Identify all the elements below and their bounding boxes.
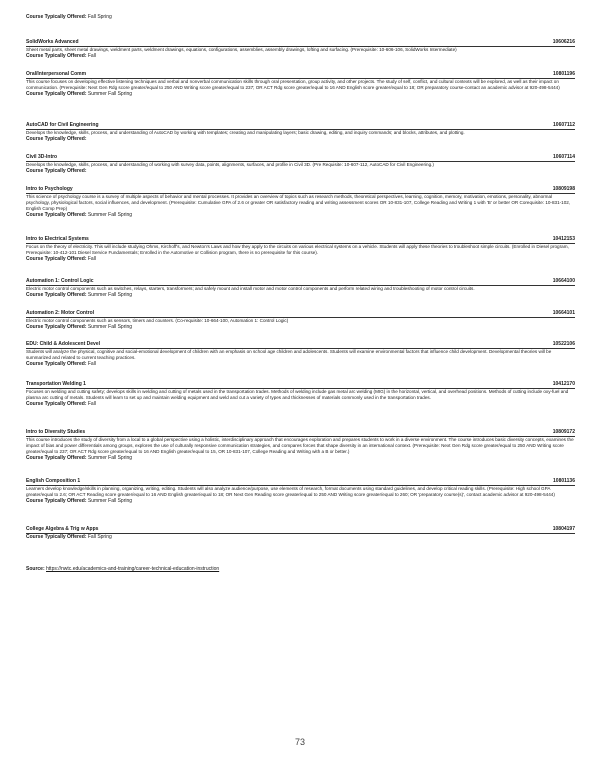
course-title: English Composition 1 xyxy=(26,478,81,484)
course-code: 10522106 xyxy=(552,341,575,347)
course-code: 10664101 xyxy=(552,310,575,316)
course-description: Learners develop knowledge/skills in planning, organizing, writing, editing. Students will also analyze audience/purpose, use elements of research, format documents using standard guidelines, and develop critical reading skills. (Prerequisite: High school GPA greater/equal to 2.6; OR ACT Reading score greater/equal to 16 AND English greater/equal to 18; OR Next Gen Reading score greater/equal to 250 AND Writing score greater/equal to 260; OR 'preparatory course(s)', contact academic advisor at 920-498-5444) xyxy=(26,486,555,498)
course-title: Automation 2: Motor Control xyxy=(26,310,95,316)
course-code: 10809198 xyxy=(552,186,575,192)
course-code: 10412153 xyxy=(552,236,575,242)
course-autocad-civil xyxy=(26,122,575,142)
course-code: 10801136 xyxy=(553,478,575,484)
course-automation-2 xyxy=(26,310,575,330)
course-description: Students will analyze the physical, cognitive and social-emotional development of children with an emphasis on school age children and adolescents. Students will examine environmental factors that influence child development. Developmental theories will be summarized and related to current teaching practices. xyxy=(26,349,552,361)
course-offered: Course Typically Offered: Summer Fall Spring xyxy=(26,212,133,219)
course-code: 10801196 xyxy=(553,71,575,77)
source-label: Source: xyxy=(26,566,45,572)
course-offered: Course Typically Offered: Fall xyxy=(26,256,96,263)
top-course-offered xyxy=(26,14,112,20)
offered-value: Fall Spring xyxy=(87,14,112,20)
course-title: SolidWorks Advanced xyxy=(26,39,79,45)
page-number: 73 xyxy=(294,737,305,747)
course-offered: Course Typically Offered: Fall xyxy=(26,53,96,60)
course-description: Develops the knowledge, skills, process, and understanding of working with survey data, points, alignments, surfaces, and profile in Civil 3D. (Pre Requisite: 10-607-112, AutoCAD for Civil Engineering.) xyxy=(26,162,434,167)
course-solidworks-advanced xyxy=(26,39,575,59)
course-offered: Course Typically Offered: Summer Fall Spring xyxy=(26,91,133,98)
course-code: 10664100 xyxy=(552,278,575,284)
course-offered: Course Typically Offered: Fall xyxy=(26,401,96,408)
course-code: 10606216 xyxy=(552,39,575,45)
course-description: This course focuses on developing effective listening techniques and verbal and nonverbal communication skills through oral presentation, group activity, and other projects. The study of self, conflict, and cultural contexts will be explored, as well as their impact on communication. (Prerequisite: Next Gen Rdg score greater/equal to 250 AND Writing score greater/equal to 237; OR ACT Rdg score greater/equal to 16 AND English score greater/equal to 18; OR preparatory course-contact an academic advisor at 920-498-5444) xyxy=(26,79,560,91)
course-offered: Course Typically Offered: Fall xyxy=(26,361,96,368)
course-description: This course introduces the study of diversity from a local to a global perspective using a holistic, interdisciplinary approach that encourages exploration and prepares students to work in a diverse environment. The course introduces basic diversity concepts, examines the impact of bias and power differentials among groups, explores the use of culturally responsive communication strategies, and compares forces that shape diversity in an international context. (Prerequisite: Next Gen Rdg score greater/equal to 250 AND Writing score greater/equal to 237; OR ACT Rdg score greater/equal to 16 AND English greater/equal to 15, OR 10-831-107, College Reading and Writing with a B or better.) xyxy=(26,437,574,455)
course-title: Oral/Interpersonal Comm xyxy=(26,71,87,77)
course-oral-interpersonal-comm xyxy=(26,71,575,97)
course-title: College Algebra & Trig w Apps xyxy=(26,526,99,532)
course-description: Sheet metal parts, sheet metal drawings, weldment parts, weldment drawings, equations, configurations, assemblies, assembly drawings, lofting and surfacing. (Prerequisite: 10-606-106, SolidWorks Intermediate) xyxy=(26,47,457,52)
course-offered: Course Typically Offered: Summer Fall Spring xyxy=(26,324,133,331)
course-title: Intro to Electrical Systems xyxy=(26,236,89,242)
course-title: EDU: Child & Adolescent Devel xyxy=(26,341,100,347)
course-code: 10607114 xyxy=(553,154,575,160)
course-title: AutoCAD for Civil Engineering xyxy=(26,122,99,128)
offered-label: Course Typically Offered: xyxy=(26,14,87,20)
source-link[interactable]: https://nwtc.edu/academics-and-training/career-technical-education-instruction xyxy=(46,566,220,572)
course-automation-1 xyxy=(26,278,575,298)
course-offered: Course Typically Offered: Fall Spring xyxy=(26,533,112,540)
course-title: Civil 3D-Intro xyxy=(26,154,58,160)
course-title: Automation 1: Control Logic xyxy=(26,278,94,284)
course-civil-3d-intro xyxy=(26,154,575,174)
course-offered: Course Typically Offered: Summer Fall Spring xyxy=(26,292,133,299)
course-description: Focus on the theory of electricity. This will include studying Ohms, Kirchoff's, and Newton's Laws and how they apply to the circuits on various electrical systems on a vehicle. Students will apply these theories to troubleshoot simple circuits. (Enrolled in Diesel program, Prerequisite: 10-412-101 Diesel Service Fundamentals; Enrolled in the Automotive or Collision program, there is no prerequisite for this course). xyxy=(26,244,569,256)
course-english-comp-1 xyxy=(26,478,575,504)
course-description: Electric motor control components such as sensors, timers and counters. (Co-requisite: 10-664-100, Automation 1: Control Logic) xyxy=(26,318,289,323)
course-intro-psychology xyxy=(26,186,575,218)
course-code: 10809172 xyxy=(552,429,575,435)
course-offered: Course Typically Offered: Summer Fall Spring xyxy=(26,498,133,505)
course-title: Transportation Welding 1 xyxy=(26,381,86,387)
course-description: Develops the knowledge, skills, process, and understanding of AutoCAD by working with templates; creating and manipulating layers; basic drawing, editing, and inquiry commands; and blocks, attributes, and plotting. xyxy=(26,130,465,135)
source-line xyxy=(26,566,219,572)
course-offered: Course Typically Offered: Summer Fall Spring xyxy=(26,455,133,462)
course-code: 10412170 xyxy=(552,381,575,387)
course-transportation-welding xyxy=(26,381,575,407)
course-code: 10607112 xyxy=(553,122,575,128)
course-description: Electric motor control components such as switches, relays, starters, transformers; and safely mount and install motor and motor control components and perform related wiring and troubleshooting of motor control circuits. xyxy=(26,286,475,291)
course-edu-child-adolescent xyxy=(26,341,575,367)
course-offered: Course Typically Offered: xyxy=(26,136,87,143)
course-description: Focuses on welding and cutting safety; develops skills in welding and cutting of metals used in the transportation trades. Methods of welding include gas metal arc welding (MIG) in the horizontal, vertical, and overhead positions. Methods of cutting include oxy-fuel and plasma arc cutting of metals. Students will learn to set up and maintain welding equipment and weld and cut a variety of types and thicknesses of materials commonly used in the transportation trades. xyxy=(26,389,569,401)
course-college-algebra-trig xyxy=(26,526,575,540)
course-code: 10804197 xyxy=(552,526,575,532)
course-offered: Course Typically Offered: xyxy=(26,168,87,175)
course-description: This science of psychology course is a survey of multiple aspects of behavior and mental processes. It provides an overview of topics such as research methods, theoretical perspectives, learning, cognition, memory, motivation, emotions, personality, abnormal psychology, physiological factors, social influences, and development. (Prerequisite: Cumulative GPA of 2.6 or greater OR satisfactory reading and writing assessment scores OR 10-831-107, College Reading and Writing 1 with 'B' or better OR Corequisite: 10-831-102, English Comp Prep) xyxy=(26,194,571,212)
course-title: Intro to Diversity Studies xyxy=(26,429,86,435)
course-intro-diversity xyxy=(26,429,575,461)
course-title: Intro to Psychology xyxy=(26,186,73,192)
course-intro-electrical xyxy=(26,236,575,262)
